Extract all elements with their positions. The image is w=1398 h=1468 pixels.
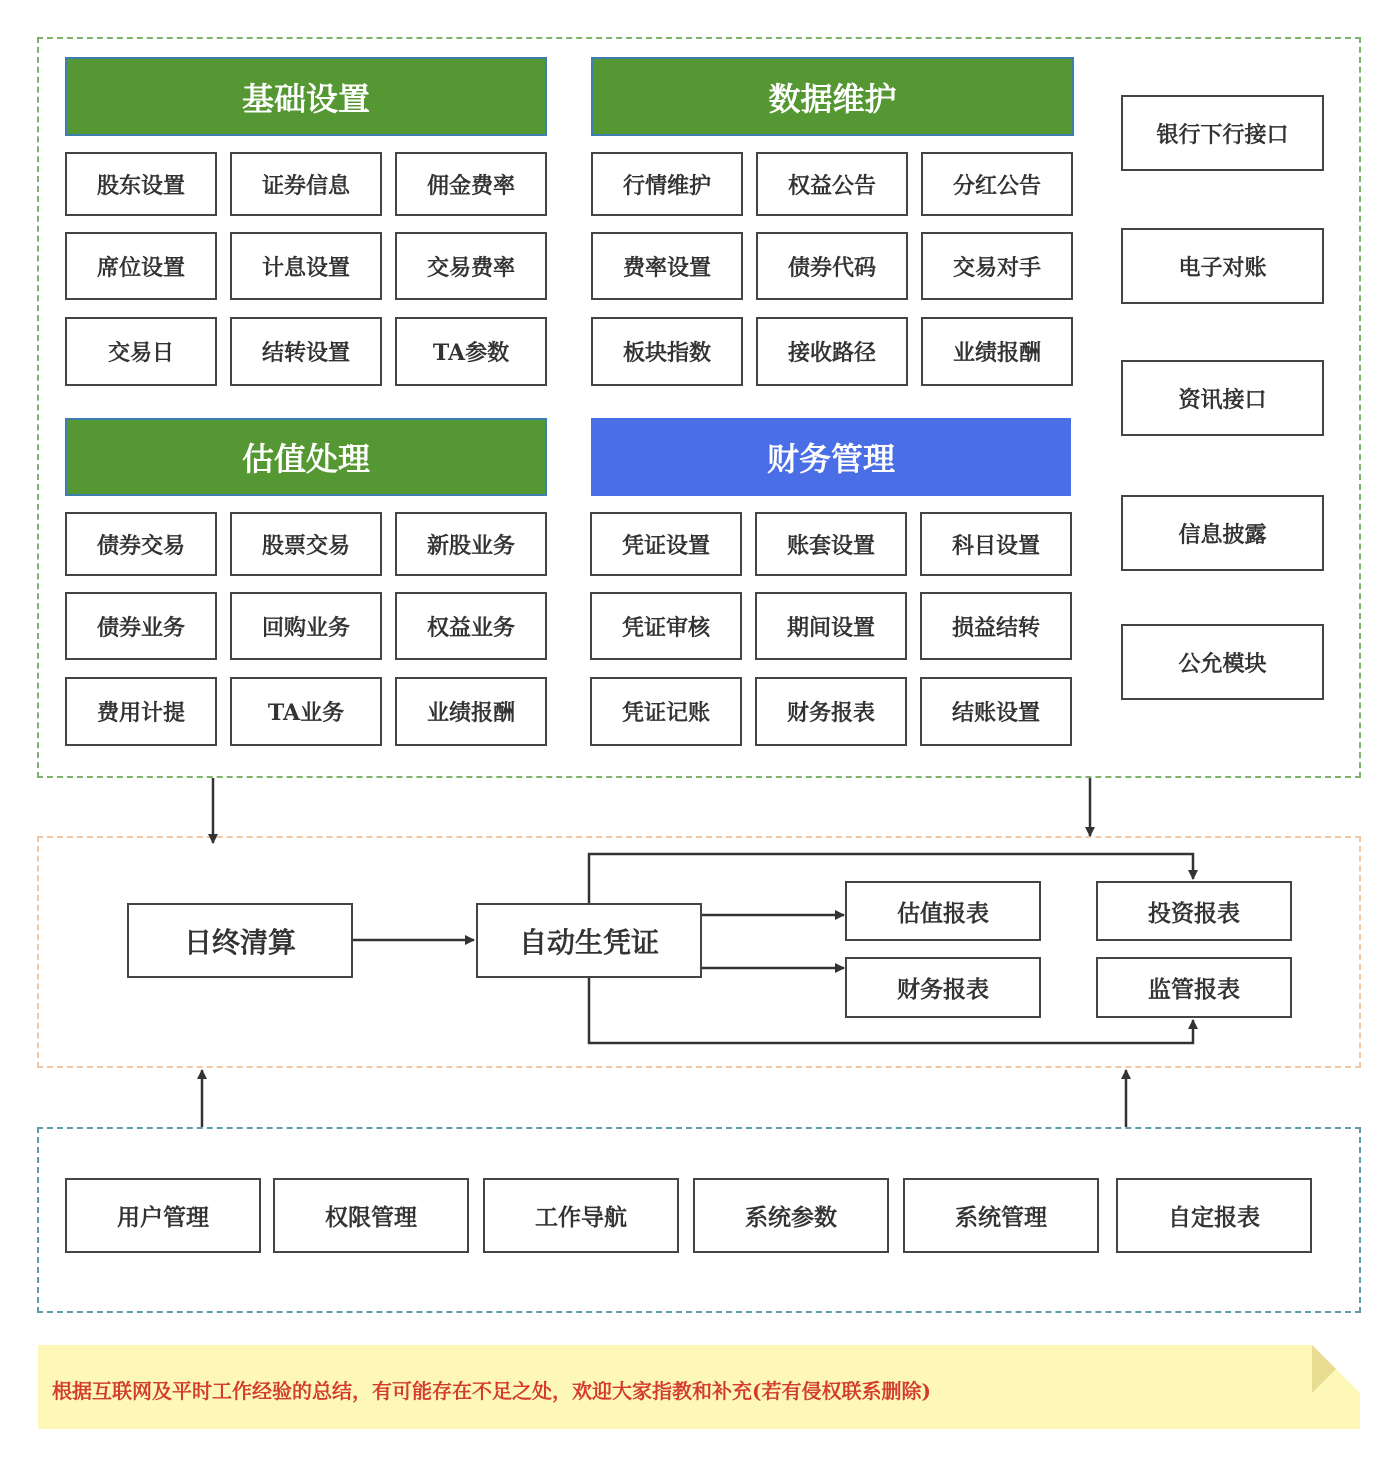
valuation-item[interactable]: TA业务 — [230, 677, 382, 746]
valuation-report-box[interactable]: 估值报表 — [845, 881, 1041, 941]
basic-item[interactable]: 计息设置 — [230, 232, 382, 300]
data-item[interactable]: 接收路径 — [756, 317, 908, 386]
finance-report-box[interactable]: 财务报表 — [845, 957, 1041, 1018]
valuation-item[interactable]: 费用计提 — [65, 677, 217, 746]
data-item[interactable]: 分红公告 — [921, 152, 1073, 216]
basic-item[interactable]: 席位设置 — [65, 232, 217, 300]
finance-item[interactable]: 期间设置 — [755, 592, 907, 660]
basic-item[interactable]: 证券信息 — [230, 152, 382, 216]
finance-header[interactable]: 财务管理 — [591, 418, 1071, 496]
interface-item[interactable]: 资讯接口 — [1121, 360, 1324, 436]
system-item[interactable]: 系统参数 — [693, 1178, 889, 1253]
system-item[interactable]: 自定报表 — [1116, 1178, 1312, 1253]
data-item[interactable]: 业绩报酬 — [921, 317, 1073, 386]
finance-item[interactable]: 凭证审核 — [590, 592, 742, 660]
finance-item[interactable]: 结账设置 — [920, 677, 1072, 746]
finance-item[interactable]: 凭证记账 — [590, 677, 742, 746]
finance-item[interactable]: 账套设置 — [755, 512, 907, 576]
note-fold-corner — [1312, 1345, 1360, 1393]
basic-item[interactable]: 结转设置 — [230, 317, 382, 386]
data-item[interactable]: 交易对手 — [921, 232, 1073, 300]
disclaimer-note — [38, 1345, 1360, 1429]
valuation-item[interactable]: 新股业务 — [395, 512, 547, 576]
eod-settlement-box[interactable]: 日终清算 — [127, 903, 353, 978]
system-item[interactable]: 系统管理 — [903, 1178, 1099, 1253]
valuation-header[interactable]: 估值处理 — [65, 418, 547, 496]
valuation-item[interactable]: 权益业务 — [395, 592, 547, 660]
valuation-item[interactable]: 股票交易 — [230, 512, 382, 576]
disclaimer-text: 根据互联网及平时工作经验的总结，有可能存在不足之处，欢迎大家指教和补充(若有侵权联系删除) — [52, 1379, 931, 1403]
interface-item[interactable]: 电子对账 — [1121, 228, 1324, 304]
system-item[interactable]: 工作导航 — [483, 1178, 679, 1253]
auto-voucher-box[interactable]: 自动生凭证 — [476, 903, 702, 978]
basic-settings-header[interactable]: 基础设置 — [65, 57, 547, 136]
basic-item[interactable]: TA参数 — [395, 317, 547, 386]
valuation-item[interactable]: 回购业务 — [230, 592, 382, 660]
basic-item[interactable]: 交易费率 — [395, 232, 547, 300]
basic-item[interactable]: 股东设置 — [65, 152, 217, 216]
basic-item[interactable]: 交易日 — [65, 317, 217, 386]
interface-item[interactable]: 信息披露 — [1121, 495, 1324, 571]
regulatory-report-box[interactable]: 监管报表 — [1096, 957, 1292, 1018]
interface-item[interactable]: 银行下行接口 — [1121, 95, 1324, 171]
finance-item[interactable]: 凭证设置 — [590, 512, 742, 576]
finance-item[interactable]: 科目设置 — [920, 512, 1072, 576]
investment-report-box[interactable]: 投资报表 — [1096, 881, 1292, 941]
data-item[interactable]: 行情维护 — [591, 152, 743, 216]
data-maintenance-header[interactable]: 数据维护 — [591, 57, 1074, 136]
basic-item[interactable]: 佣金费率 — [395, 152, 547, 216]
system-item[interactable]: 用户管理 — [65, 1178, 261, 1253]
data-item[interactable]: 权益公告 — [756, 152, 908, 216]
data-item[interactable]: 板块指数 — [591, 317, 743, 386]
valuation-item[interactable]: 债券交易 — [65, 512, 217, 576]
valuation-item[interactable]: 业绩报酬 — [395, 677, 547, 746]
finance-item[interactable]: 财务报表 — [755, 677, 907, 746]
valuation-item[interactable]: 债券业务 — [65, 592, 217, 660]
interface-item[interactable]: 公允模块 — [1121, 624, 1324, 700]
data-item[interactable]: 费率设置 — [591, 232, 743, 300]
system-item[interactable]: 权限管理 — [273, 1178, 469, 1253]
finance-item[interactable]: 损益结转 — [920, 592, 1072, 660]
data-item[interactable]: 债券代码 — [756, 232, 908, 300]
